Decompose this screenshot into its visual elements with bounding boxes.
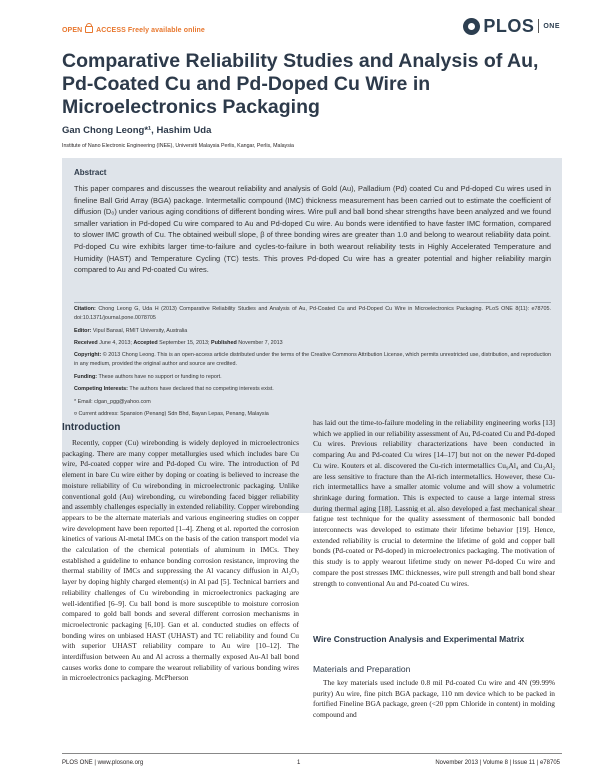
introduction-heading: Introduction [62,422,121,433]
footer-divider [62,753,562,754]
plos-one-wordmark: ONE [543,22,560,30]
current-address-line: ¤ Current address: Spansion (Penang) Sdn Bhd, Bayan Lepas, Penang, Malaysia [74,411,269,417]
author-list: Gan Chong Leong*¹, Hashim Uda [62,125,212,136]
plos-one-logo [463,16,560,36]
citation-label: Citation: [74,306,96,312]
competing-label: Competing Interests: [74,386,128,392]
copyright-label: Copyright: [74,352,102,358]
received-label: Received [74,340,98,346]
published-date: November 7, 2013 [238,340,283,346]
funding-label: Funding: [74,374,98,380]
email-line: * Email: clgan_pgg@yahoo.com [74,399,151,405]
citation-text: Chong Leong G, Uda H (2013) Comparative Reliability Studies and Analysis of Au, Pd-Coated Cu and Pd-Doped Cu Wire in Microelectronics Packaging. PLoS ONE 8(11): e78705. doi:10.1371/journal.pone.0078705 [74,306,551,321]
wire-construction-heading: Wire Construction Analysis and Experimental Matrix [313,634,525,644]
logo-divider [538,19,539,33]
copyright-line [74,351,551,369]
copyright-text: © 2013 Chong Leong. This is an open-access article distributed under the terms of the Creative Commons Attribution License, which permits unrestricted use, distribution, and reproduction in any medium, provided the original author and source are credited. [74,352,552,367]
citation-line [74,305,551,323]
right-column [313,418,555,589]
dates-line [74,339,551,348]
editor-label: Editor: [74,328,92,334]
competing-interests-line [74,385,551,394]
competing-text: The authors have declared that no competing interests exist. [129,386,274,392]
intro-paragraph: Recently, copper (Cu) wirebonding is widely deployed in microelectronics packaging. There are many copper metallurgies used which includes bare Cu wire, Pd-coated copper wire and Pd-doped Cu wire. The introduction of Pd element in bare Cu wire either by doping or coating is believed to increase the moisture reliability of Cu wirebonding in microelectronic packaging. Unlike conventional gold (Au) wirebonding, cu wirebonding faced bigger reliability and assembly challenges especially in extended reliability. Copper wirebonding appears to be the alternate materials and various engineering studies on copper wire development have been reported [1–4]. Zheng et al. reported the corrosion kinetics of various Al-metal IMCs on the basis of the cation transport model via the calculation of the chemical potentials of aluminum in IMCs. They established a guideline to enhance bonding corrosion resistance, improving the thermal stability of IMCs and suppressing the Al vacancy diffusion in Al₂O₃ layer by doping highly charged element(s) in Al pad [5]. Technical barriers and reliability challenges of Cu wirebonding in microelectronics packaging are well-identified [6–9]. Cu ball bond is more susceptible to moisture corrosion compared to gold ball bonds and several different corrosion mechanisms in microelectronic packaging [6,10]. Gan et al. conducted studies on effects of bonding wires on unbiased HAST (UHAST) and TC reliability and found Cu with superior UHAST reliability compare to Au wire [10–12]. The interdiffusion between Au and Al across a thermally exposed Au-Al ball bond causes works done to compare the wearout reliability of various bonding wires in microelectronics packaging. McPherson [62,438,299,683]
plos-wordmark: PLOS [483,15,535,36]
abstract-heading: Abstract [74,168,107,177]
affiliation: Institute of Nano Electronic Engineering (INEE), Universiti Malaysia Perlis, Kangar, Perlis, Malaysia [62,143,294,149]
open-access-banner [62,25,205,34]
abstract-divider [74,302,551,303]
editor-line [74,327,551,336]
editor-text: Vipul Bansal, RMIT University, Australia [92,328,188,334]
right-paragraph: has laid out the time-to-failure modeling in the reliability engineering works [13] which we applied in our reliability assessment of Au, Pd-coated Cu and Pd-doped Cu wires. Previous reliability characterizations have been conducted in comparing Au and Pd-coated Cu wires [14–17] but not on the newer Pd-doped Cu wire. Kouters et al. discovered the Cu-rich intermetallics Cu₉Al₄ and Cu₃Al₂ are less sensitive to fracture than the Al-rich intermetallics. However, these Cu-rich intermetallics have a smaller atomic volume and will show a volumetric shrinkage during formation. This is expected to cause a large internal stress during thermal aging [18]. Lassnig et al. also developed a fast mechanical shear fatigue test technique for the quality assessment of thermosonic ball bonded interconnects was developed to estimate their lifetime behavior [19]. Hence, extended reliability is crucial to determine the lifetime of gold and copper ball bonds (Pd-coated or Pd-doped) in microelectronics packaging. The motivation of this study is to apply wearout lifetime study on newer Pd-doped Cu wire and compare the post stresses IMC thicknesses, wire pull strength and ball bond shear strength to conventional Au and Pd-coated Cu wires. [313,418,555,588]
footer-issue: November 2013 | Volume 8 | Issue 11 | e78705 [435,760,560,766]
open-access-label: OPEN [62,27,83,34]
footer-journal: PLOS ONE | www.plosone.org [62,760,144,766]
materials-column [313,678,555,721]
left-column [62,438,299,684]
published-label: Published [211,340,237,346]
funding-text: These authors have no support or funding to report. [98,374,222,380]
materials-paragraph: The key materials used include 0.8 mil Pd-coated Cu wire and 4N (99.99% purity) Au wire, fine pitch BGA package, 110 nm device which to be packed in fortified Fineline BGA package, green (<20 ppm Chloride in content) in molding compound and [313,678,555,720]
received-date: June 4, 2013; [99,340,132,346]
funding-line [74,373,551,382]
abstract-text: This paper compares and discusses the wearout reliability and analysis of Gold (Au), Palladium (Pd) coated Cu and Pd-doped Cu wires used in fineline Ball Grid Array (BGA) package. Intermetallic compound (IMC) thickness measurement has been carried out to estimate the coefficient of diffusion (D₀) under various aging conditions of different bonding wires. Wire pull and ball bond shear strengths have been analyzed and we found smaller variation in Pd-doped Cu wire compared to Au and Pd-doped Cu wire. Au bonds were identified to have faster IMC formation, compared to slower IMC growth of Cu. The obtained weibull slope, β of three bonding wires are greater than 1.0 and belong to wearout reliability data point. Pd-doped Cu wire exhibits larger time-to-failure and cycles-to-failure in both wearout reliability tests in Highly Accelerated Temperature and Humidity (HAST) and Temperature Cycling (TC) tests. This proves Pd-doped Cu wire has a greater potential and higher reliability margin compared to Au and Pd-coated Cu wires. [74,184,551,275]
page-number: 1 [297,760,301,766]
plos-logo-icon [463,18,480,35]
accepted-label: Accepted [133,340,158,346]
open-access-rest: ACCESS Freely available online [96,27,205,34]
article-title: Comparative Reliability Studies and Analysis of Au, Pd-Coated Cu and Pd-Doped Cu Wire in Microelectronics Packaging [62,50,539,118]
accepted-date: September 15, 2013; [159,340,210,346]
materials-heading: Materials and Preparation [313,664,411,674]
open-lock-icon [85,26,93,33]
